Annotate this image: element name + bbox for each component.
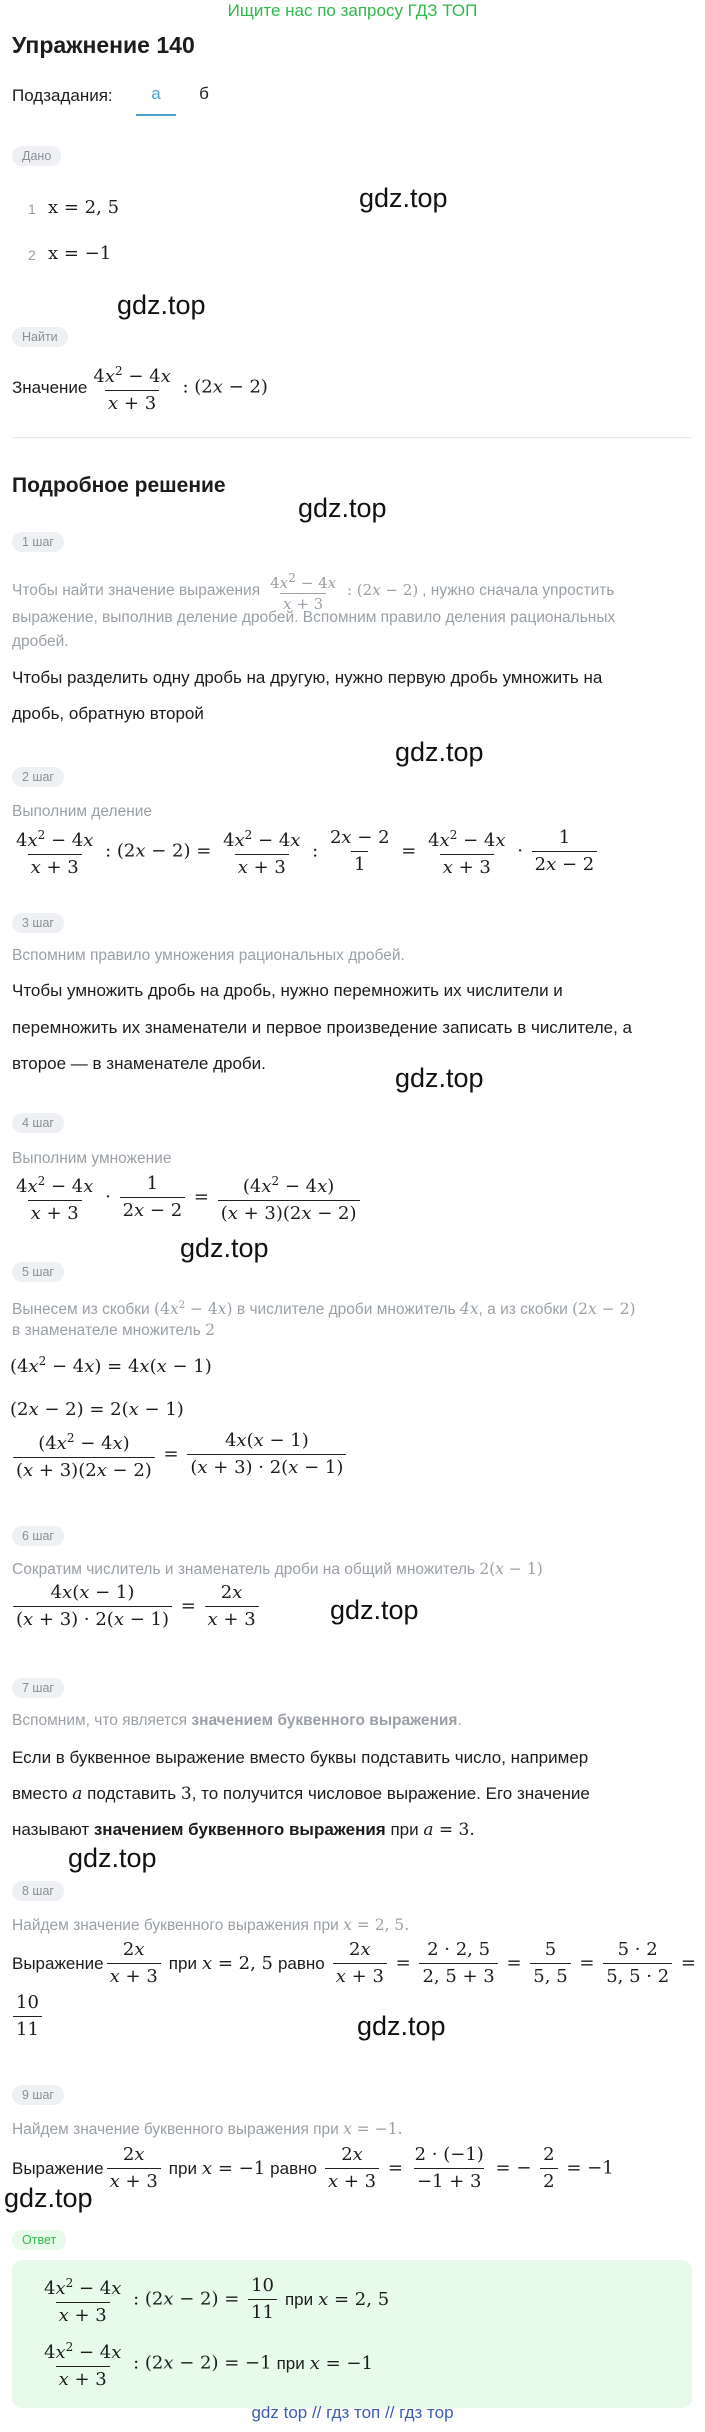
step-3-text: второе — в знаменателе дроби. (12, 1054, 266, 1073)
step-2-formula: $\frac{4x^2 - 4x}{x + 3}$ : (2x − 2) = $\frac{4x^2 - 4x}{x + 3}$ : $\frac{2x - 2}{1}$ = $\frac{4x^2 - 4x}{x + 3}$ · $\frac{1}{2x - 2}$ (10, 822, 600, 881)
find-expression (12, 358, 268, 417)
step-3-text: перемножить их знаменатели и первое произведение записать в числителе, а (12, 1018, 632, 1037)
watermark: gdz.top (68, 1843, 157, 1873)
given-item-num: 1 (28, 201, 36, 217)
subtasks-label: Подзадания: (12, 86, 113, 105)
step-5-formula: $\frac{(4x^2 - 4x)}{(x + 3)(2x - 2)}$ = $\frac{4x(x - 1)}{(x + 3) \cdot 2(x - 1)}$ (10, 1425, 349, 1484)
step-pill: 4 шаг (12, 1113, 64, 1133)
given-item-expr: x = −1 (48, 243, 112, 264)
step-2-gray: Выполним деление (12, 803, 153, 820)
step-3-text: Чтобы умножить дробь на дробь, нужно перемножить их числители и (12, 981, 563, 1000)
step-7-text: Если в буквенное выражение вместо буквы подставить число, например (12, 1748, 589, 1767)
watermark: gdz.top (359, 183, 448, 213)
footer-links[interactable]: gdz top // гдз топ // гдз тор (251, 2403, 454, 2422)
given-pill: Дано (12, 146, 61, 166)
step-8-gray: Найдем значение буквенного выражения при x = 2, 5. (12, 1916, 410, 1934)
step-pill: 7 шаг (12, 1678, 64, 1698)
step-6-formula: $\frac{4x(x - 1)}{(x + 3) \cdot 2(x - 1)}$ = $\frac{2x}{x + 3}$ (10, 1580, 262, 1633)
find-label: Значение (12, 377, 88, 397)
watermark: gdz.top (330, 1595, 419, 1625)
watermark: gdz.top (117, 290, 206, 320)
divider (12, 437, 692, 438)
step-1-gray-line: дробей. (12, 633, 69, 650)
step-7-text: вместо a подставить 3, то получится числовое выражение. Его значение (12, 1784, 590, 1804)
step-9-gray: Найдем значение буквенного выражения при x = −1. (12, 2120, 403, 2138)
page-title: Упражнение 140 (12, 32, 195, 58)
step-4-gray: Выполним умножение (12, 1150, 172, 1167)
watermark: gdz.top (180, 1233, 269, 1263)
step-1-text: Чтобы разделить одну дробь на другую, нужно первую дробь умножить на (12, 668, 603, 687)
solution-title: Подробное решение (12, 474, 226, 497)
step-5-gray-line: Вынесем из скобки $(4x^2 - 4x)$ в числителе дроби множитель 4x, а из скобки (2x − 2) (12, 1300, 636, 1319)
watermark: gdz.top (395, 1063, 484, 1093)
step-8-expression: Выражение $\frac{2x}{x + 3}$ при x = 2, 5 равно $\frac{2x}{x + 3}$ = $\frac{2 \cdot 2, 5}{2, 5 + 3}$ = $\frac{5}{5, 5}$ = $\frac{5 \cdot 2}{5, 5 \cdot 2}$ = (12, 1937, 696, 1990)
step-pill: 3 шаг (12, 913, 64, 933)
find-pill: Найти (12, 327, 68, 347)
answer-pill: Ответ (12, 2230, 66, 2250)
step-7-text: называют значением буквенного выражения при a = 3. (12, 1820, 475, 1840)
step-pill: 6 шаг (12, 1526, 64, 1546)
step-pill: 8 шаг (12, 1881, 64, 1901)
watermark: gdz.top (395, 737, 484, 767)
step-pill: 1 шаг (12, 532, 64, 552)
step-pill: 2 шаг (12, 767, 64, 787)
tab-b[interactable]: б (199, 84, 209, 103)
step-5-gray-line: в знаменателе множитель 2 (12, 1321, 215, 1339)
step-3-gray: Вспомним правило умножения рациональных дробей. (12, 947, 405, 964)
watermark: gdz.top (298, 493, 387, 523)
tab-a[interactable]: а (136, 84, 176, 116)
step-1-gray-line: выражение, выполнив деление дробей. Вспомним правило деления рациональных (12, 609, 616, 626)
step-5-formula: $(4x^2 - 4x) = 4x(x - 1)$ (10, 1354, 212, 1377)
step-5-formula: (2x − 2) = 2(x − 1) (10, 1399, 184, 1420)
step-7-gray: Вспомним, что является значением буквенного выражения. (12, 1712, 462, 1729)
given-item-expr: x = 2, 5 (48, 197, 120, 218)
search-banner: Ищите нас по запросу ГДЗ ТОП (227, 1, 478, 20)
step-4-formula: $\frac{4x^2 - 4x}{x + 3}$ · $\frac{1}{2x - 2}$ = $\frac{(4x^2 - 4x)}{(x + 3)(2x - 2)}$ (10, 1168, 363, 1227)
answer-line: $\frac{4x^2 - 4x}{x + 3}$ : (2x − 2) = −1 при x = −1 (38, 2334, 373, 2393)
answer-line: $\frac{4x^2 - 4x}{x + 3}$ : (2x − 2) = $\frac{10}{11}$ при x = 2, 5 (38, 2270, 389, 2329)
step-8-result: $\frac{10}{11}$ (10, 1990, 45, 2043)
step-pill: 5 шаг (12, 1262, 64, 1282)
step-6-gray: Сократим числитель и знаменатель дроби на общий множитель 2(x − 1) (12, 1560, 543, 1578)
given-item-num: 2 (28, 247, 36, 263)
step-pill: 9 шаг (12, 2085, 64, 2105)
watermark: gdz.top (4, 2183, 93, 2213)
find-formula: $\frac{4x^2 - 4x}{x + 3}$ : (2x − 2) (87, 358, 268, 417)
step-9-expression: Выражение $\frac{2x}{x + 3}$ при x = −1 равно $\frac{2x}{x + 3}$ = $\frac{2 \cdot (-1)}{-1 + 3}$ = − $\frac{2}{2}$ = −1 (12, 2142, 614, 2195)
step-1-text: дробь, обратную второй (12, 704, 204, 723)
watermark: gdz.top (357, 2011, 446, 2041)
step-1-gray-line: Чтобы найти значение выражения $\frac{4x^2 - 4x}{x + 3}$ : (2x − 2) , нужно сначала упростить (12, 570, 615, 613)
